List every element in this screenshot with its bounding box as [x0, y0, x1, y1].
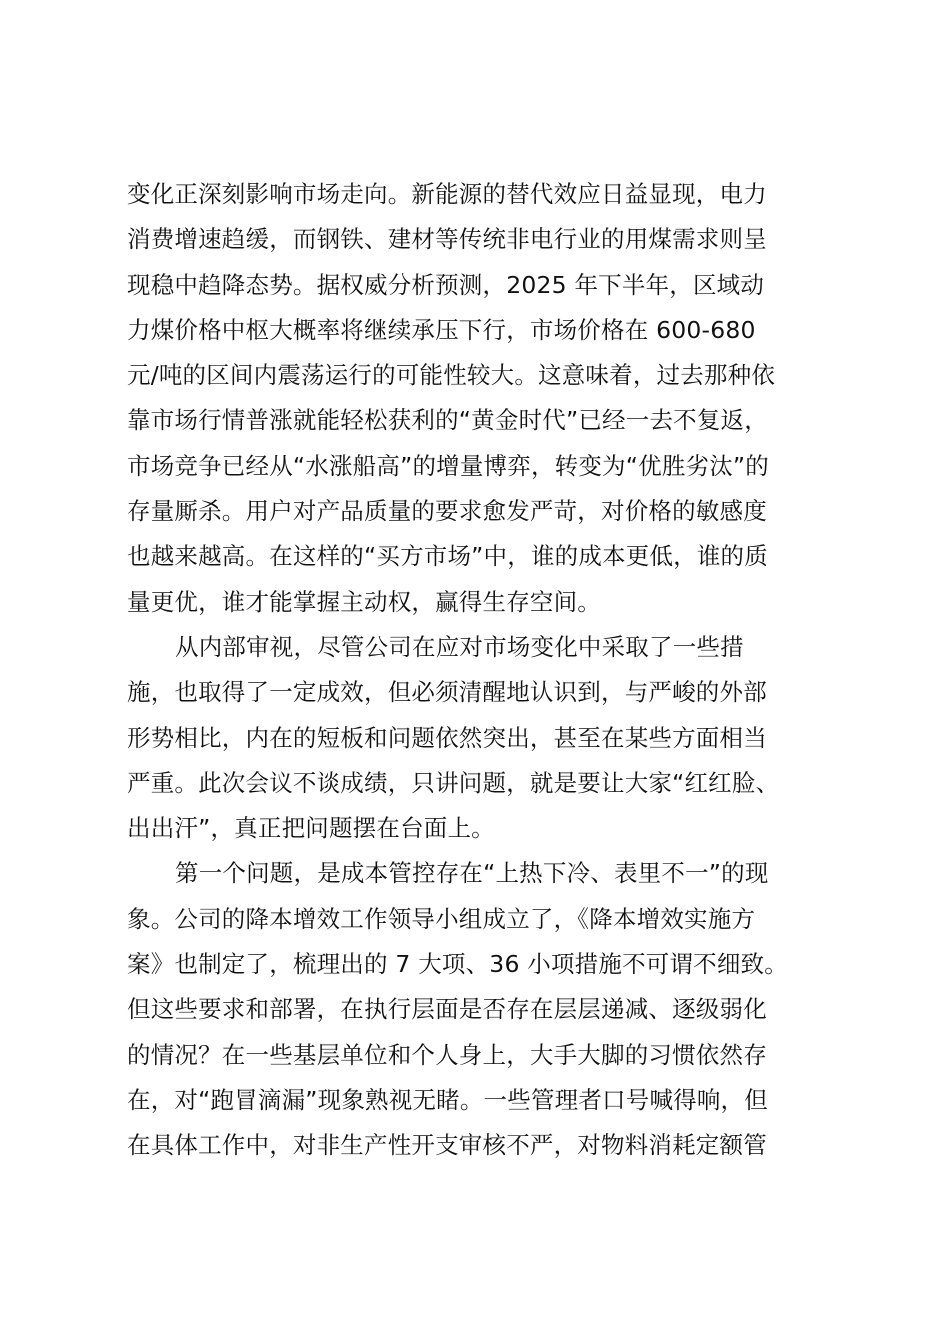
- text-line: 元/吨的区间内震荡运行的可能性较大。这意味着，过去那种依: [127, 361, 776, 390]
- text-line: 现稳中趋降态势。据权威分析预测，2025 年下半年，区域动: [127, 270, 765, 299]
- text-line: 但这些要求和部署，在执行层面是否存在层层递减、逐级弱化: [127, 995, 767, 1024]
- paragraph-2: [127, 625, 827, 851]
- text-line: 的情况？在一些基层单位和个人身上，大手大脚的习惯依然存: [127, 1040, 767, 1069]
- text-line: 靠市场行情普涨就能轻松获利的“黄金时代”已经一去不复返，: [127, 406, 768, 435]
- text-line: 变化正深刻影响市场走向。新能源的替代效应日益显现，电力: [127, 180, 767, 208]
- text-line: 消费增速趋缓，而钢铁、建材等传统非电行业的用煤需求则呈: [127, 225, 767, 254]
- text-line: 量更优，谁才能掌握主动权，赢得生存空间。: [127, 587, 601, 616]
- text-line: 象。公司的降本增效工作领导小组成立了，《降本增效实施方: [127, 904, 756, 933]
- text-line: 从内部审视，尽管公司在应对市场变化中采取了一些措: [175, 632, 744, 661]
- text-line: 在具体工作中，对非生产性开支审核不严，对物料消耗定额管: [127, 1131, 767, 1160]
- paragraph-3: [127, 851, 827, 1168]
- paragraph-1: [127, 172, 827, 625]
- text-line: 也越来越高。在这样的“买方市场”中，谁的成本更低，谁的质: [127, 542, 768, 571]
- text-line: 力煤价格中枢大概率将继续承压下行，市场价格在 600-680: [127, 315, 756, 344]
- text-line: 严重。此次会议不谈成绩，只讲问题，就是要让大家“红红脸、: [127, 768, 780, 797]
- text-line: 施，也取得了一定成效，但必须清醒地认识到，与严峻的外部: [127, 678, 767, 707]
- text-line: 出出汗”，真正把问题摆在台面上。: [127, 814, 495, 843]
- text-line: 市场竞争已经从“水涨船高”的增量博弈，转变为“优胜劣汰”的: [127, 451, 769, 480]
- body-text: [127, 172, 827, 1169]
- text-line: 第一个问题，是成本管控存在“上热下冷、表里不一”的现: [175, 859, 769, 888]
- text-line: 案》也制定了，梳理出的 7 大项、36 小项措施不可谓不细致。: [127, 950, 788, 979]
- text-line: 形势相比，内在的短板和问题依然突出，甚至在某些方面相当: [127, 723, 767, 752]
- text-line: 在，对“跑冒滴漏”现象熟视无睹。一些管理者口号喊得响，但: [127, 1085, 768, 1114]
- text-line: 存量厮杀。用户对产品质量的要求愈发严苛，对价格的敏感度: [127, 497, 767, 526]
